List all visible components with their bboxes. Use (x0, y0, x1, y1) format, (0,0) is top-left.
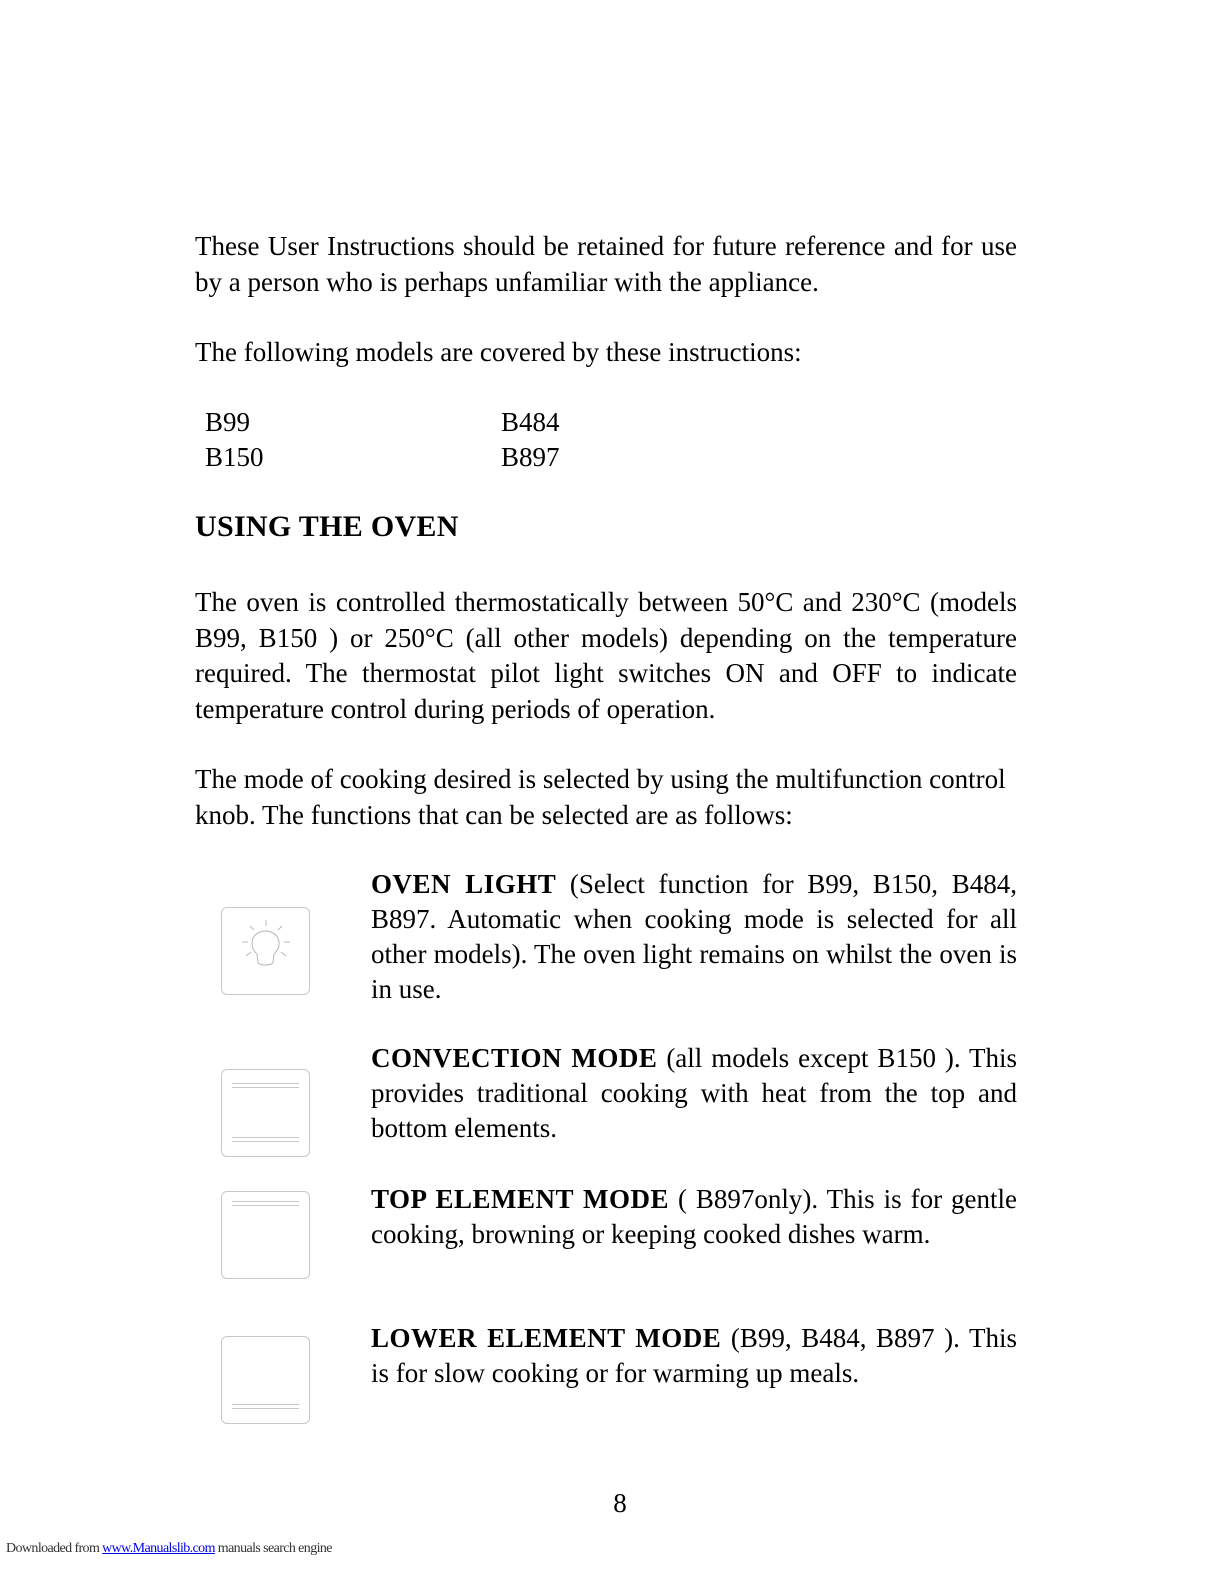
models-list (205, 405, 705, 475)
function-description: (B99, B484, B897 ). This is for slow cooking or for warming up meals. (371, 1323, 1017, 1388)
manualslib-link[interactable]: www.Manualslib.com (102, 1541, 215, 1556)
model-b99: B99 (205, 407, 251, 437)
top-element-icon (221, 1191, 310, 1279)
footer-suffix: manuals search engine (214, 1541, 332, 1556)
models-row (205, 440, 705, 475)
function-convection-mode (371, 1041, 1017, 1146)
function-top-element-mode (371, 1182, 1017, 1252)
convection-mode-icon (221, 1069, 310, 1157)
function-oven-light (371, 867, 1017, 1007)
function-title: TOP ELEMENT MODE (371, 1184, 669, 1214)
footer-prefix: Downloaded from (6, 1541, 103, 1556)
function-description: ( B897only). This is for gentle cooking, browning or keeping cooked dishes warm. (371, 1184, 1018, 1249)
page-number: 8 (613, 1488, 627, 1518)
function-title: LOWER ELEMENT MODE (371, 1323, 722, 1353)
thermostat-paragraph: The oven is controlled thermostatically between 50°C and 230°C (models B99, B150 ) or 250°C (all other models) depending on the temperature required. The thermostat pilot light switches ON and OFF to indicate temperature control during periods of operation. (195, 587, 1017, 724)
lower-element-icon (221, 1336, 310, 1424)
model-b150: B150 (205, 442, 264, 472)
section-heading: USING THE OVEN (195, 510, 459, 543)
function-description: (Select function for B99, B150, B484, B897. Automatic when cooking mode is selected for all other models). The oven light remains on whilst the oven is in use. (371, 869, 1017, 1004)
mode-selection-paragraph: The mode of cooking desired is selected by using the multifunction control knob. The functions that can be selected are as follows: (195, 764, 1006, 830)
download-footer (6, 1541, 332, 1557)
models-intro: The following models are covered by these instructions: (195, 337, 802, 367)
model-b897: B897 (501, 442, 560, 472)
function-description: (all models except B150 ). This provides traditional cooking with heat from the top and bottom elements. (371, 1043, 1017, 1143)
function-title: OVEN LIGHT (371, 869, 557, 899)
retention-notice: These User Instructions should be retained for future reference and for use by a person who is perhaps unfamiliar with the appliance. (195, 231, 1017, 297)
models-row (205, 405, 705, 440)
model-b484: B484 (501, 407, 560, 437)
function-title: CONVECTION MODE (371, 1043, 658, 1073)
oven-light-icon (221, 907, 310, 995)
function-lower-element-mode (371, 1321, 1017, 1391)
